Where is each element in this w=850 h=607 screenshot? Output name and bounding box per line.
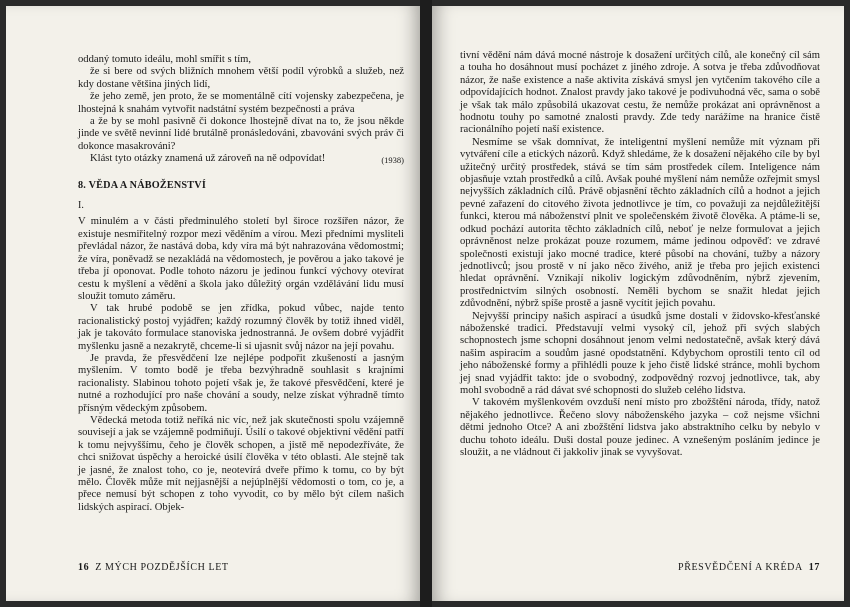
running-title: PŘESVĚDČENÍ A KRÉDA [678, 562, 803, 573]
paragraph: oddaný tomuto ideálu, mohl smířit s tím, [78, 54, 252, 65]
page-number: 17 [808, 562, 820, 573]
paragraph: Vědecká metoda totiž neříká nic víc, než jak skutečnosti spolu vzájemně souvisejí a jak se vzájemně podmiňují. Úsilí o takové objektivní vědění patří k tomu nejvyššímu, čeho je člověk schopen, a jistě mě nepodezříváte, že chci snižovat úspěchy a heroické úsilí člověka v této oblasti. Ale stejně tak je jasné, že znalost toho, co je, neotevírá dveře přímo k tomu, co by být mělo. Člověk může mít nejjasnější a nejúplnější vědomosti o tom, co je, a přece nemusí být schopen z toho vyvodit, co by mělo být cílem našich lidských aspirací. Objek- [78, 414, 404, 513]
right-page-text [460, 50, 820, 459]
paragraph: že si bere od svých bližních mnohem větší podíl výrobků a služeb, než kdy dostane většina jiných lidí, [78, 66, 404, 90]
left-page-text [78, 54, 404, 514]
paragraph: že jeho země, jen proto, že se momentálně cítí vojensky zabezpečena, je lhostejná k snahám vytvořit nadstátní systém bezpečnosti a práva [78, 91, 404, 115]
running-title: Z MÝCH POZDĚJŠÍCH LET [95, 562, 229, 573]
paragraph: V tak hrubé podobě se jen zřídka, pokud vůbec, najde tento racionalistický postoj vyjádřen; každý rozumný člověk by totiž ihned viděl, jak je takováto formulace stanoviska jednostranná. Je ovšem dobré vyjádřit myšlenku jasně a nezakrytě, chceme-li si ujasnit svůj názor na její povahu. [78, 303, 404, 352]
paragraph: Nesmíme se však domnívat, že inteligentní myšlení nemůže mít význam při vytváření cíle a etických názorů. Když shledáme, že k dosažení nějakého cíle by byl užitečný určitý prostředek, stává se tím sám prostředek cílem. Inteligence nám objasňuje vztah prostředků a cílů. Avšak pouhé myšlení nám nemůže ozřejmit smysl nejvyšších základních cílů. Právě objasnění těchto základních cílů a hodnot a jejich pevné zařazení do citového života jednotlivce je tím, co považuji za nejdůležitější funkci, kterou má náboženství plnit ve společenském životě člověka. A ptáme-li se, odkud pochází autorita těchto základních cílů, neboť je nelze formulovat a jejich oprávněnost nelze prokázat pouze rozumem, máme jedinou odpověď: ve zdravé společnosti existují jako mocné tradice, které působí na chování, tužby a názory jednotlivců; jsou prostě v ní jako něco živého, aniž je třeba pro jejich existenci hledat oprávnění. Vznikají nikoliv logickým zdůvodněním, nýbrž zjevením, prostřednictvím silných osobností. Neměli bychom se snažit hledat jejich zdůvodnění, nýbrž spíše prostě a jasně vycítit jejich povahu. [460, 136, 820, 310]
closing-paragraph [78, 153, 404, 165]
page-footer [78, 562, 229, 573]
left-page [6, 6, 420, 601]
year-label: (1938) [381, 155, 404, 166]
paragraph: tivní vědění nám dává mocné nástroje k dosažení určitých cílů, ale konečný cíl sám a touha ho dosáhnout musí pocházet z jiného zdroje. A sotva je třeba zdůvodňovat názor, že naše existence a naše aktivita získává smysl jen vytčením takového cíle a odpovídajících hodnot. Znalost pravdy jako takové je podivuhodná věc, sama o sobě je však tak málo způsobilá ukazovat cestu, že nemůže prokázat ani oprávněnost a hodnotu touhy po samotné znalosti pravdy. Zde tedy narážíme na hranice čistě racionálního pojetí naší existence. [460, 50, 820, 136]
closing-line: Klást tyto otázky znamená už zároveň na ně odpovídat! [90, 153, 326, 165]
paragraph: Nejvyšší principy našich aspirací a úsudků jsme dostali v židovsko-křesťanské náboženské tradici. Představují velmi vysoký cíl, jehož při svých slabých schopnostech jsme schopni dosáhnout jenom velmi nedostatečně, avšak který dává našim aspiracím a soudům jasné opodstatnění. Kdybychom oprostili tento cíl od jeho náboženské formy a přihlédli pouze k jeho čistě lidské stránce, mohli bychom jej snad vyjádřit takto: jde o svobodný, zodpovědný rozvoj jednotlivce, tak, aby mohl svobodně a rád dávat své schopnosti do služeb celého lidstva. [460, 310, 820, 396]
paragraph: a že by se mohl pasivně či dokonce lhostejně dívat na to, že jsou někde jinde ve světě nevinní lidé brutálně pronásledováni, zbavováni svých práv či dokonce masakrováni? [78, 116, 404, 152]
book-gutter [420, 0, 432, 607]
paragraph: Je pravda, že přesvědčení lze nejlépe podpořit zkušeností a jasným myšlením. V tomto bodě je třeba bezvýhradně souhlasit s krajními racionalisty. Slabinou tohoto pojetí však je, že takové přesvědčení, které je nutné a rozhodující pro naše chování a soudy, nelze získat výhradně tímto přísným vědeckým způsobem. [78, 352, 404, 414]
right-page [432, 6, 844, 601]
paragraph: V takovém myšlenkovém ovzduší není místo pro zbožštění národa, třídy, natož nějakého jednotlivce. Řečeno slovy náboženského jazyka – což nejsme všichni dětmi jednoho Otce? A ani zbožštění lidstva jako abstraktního celku by nebylo v duchu tohoto ideálu. Duši dostal pouze jedinec. A vznešeným posláním jedince je sloužit, a ne vládnout či jakkoliv jinak se vyvyšovat. [460, 397, 820, 458]
paragraph: V minulém a v části předminulého století byl široce rozšířen názor, že existuje nesmiřitelný rozpor mezi věděním a vírou. Mezi předními mysliteli převládal názor, že nastává doba, kdy víra má být nahrazována vědomostmi; že víra, poněvadž se nezakládá na vědomostech, je pověrou a jako takové je třeba jí oponovat. Podle tohoto názoru je jedinou funkcí výchovy otevírat cestu k myšlení a vědění a škola jako důležitý orgán vzdělávání lidu musí sloužit tomuto záměru. [78, 216, 404, 302]
chapter-heading: 8. VĚDA A NÁBOŽENSTVÍ [78, 179, 206, 191]
page-number: 16 [78, 562, 90, 573]
section-number: I. [78, 200, 84, 212]
page-footer [678, 562, 820, 573]
